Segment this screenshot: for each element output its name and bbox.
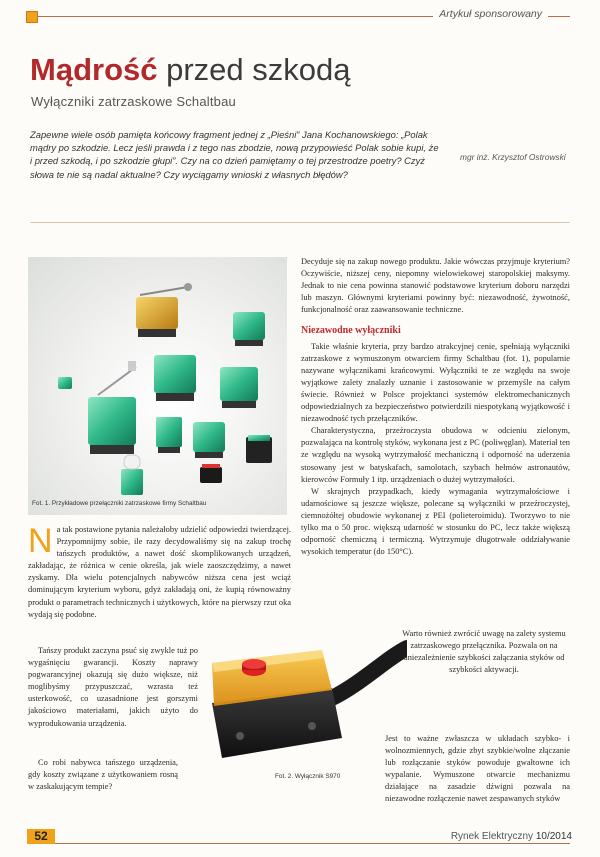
figure-caption-2: Fot. 2. Wyłącznik S970 — [275, 773, 341, 780]
section-label: Artykuł sponsorowany — [433, 8, 548, 20]
switch-s970-illustration — [212, 628, 407, 773]
paragraph: Decyduje się na zakup nowego produktu. Jakie wówczas przyjmuje kryterium? Oczywiście, niższej ceny, niepomny wielowiekowej staropolskiej maksymy. Jednak to nie cena powinna stanowić podstawowe kryterium doboru narzędzi lub maszyn. Głównymi kryteriami powinny być: niezawodność, żywotność, funkcjonalność oraz zaawansowanie techniczne. — [301, 257, 570, 315]
paragraph: Warto również zwrócić uwagę na zalety systemu zatrzaskowego przełącznika. Pozwala on na uniezależnienie szybkości załączania styków od szybkości aktywacji. — [402, 629, 566, 675]
orange-square-icon — [26, 11, 38, 23]
paragraph: Co robi nabywca tańszego urządzenia, gdy koszty związane z użytkowaniem rosną w zaskakującym tempie? — [28, 758, 178, 792]
paragraph-text: a tak postawione pytania należałoby udzielić odpowiedzi twierdzącej. Przypomnijmy sobie, ile razy decydowaliśmy się na zakup trochę tańszych produktów, a nawet dość skomplikowanych urządzeń, zakładając, że różnica w cenie określa, jak wiele zaoszczędzimy, a nawet zyskamy. Dla wielu potencjalnych nabywców niższa cena jest wciąż dominującym kryterium wyboru, gdyż zakładają oni, że kupią równoważny produkt o parametrach technicznych i użytkowych, które na pierwszy rzut oka wydają się podobne. — [28, 525, 291, 619]
magazine-issue: 10/2014 — [535, 831, 572, 842]
photo-switch-s970 — [212, 628, 407, 773]
divider — [30, 222, 570, 223]
body-column-left-narrow — [28, 645, 198, 730]
figure-caption-1: Fot. 1. Przykładowe przełączniki zatrzaskowe firmy Schaltbau — [32, 500, 207, 507]
article-subtitle: Wyłączniki zatrzaskowe Schaltbau — [31, 94, 236, 109]
page-number: 52 — [27, 829, 55, 844]
body-column-left — [28, 524, 291, 621]
body-column-right — [301, 256, 570, 558]
paragraph: Takie właśnie kryteria, przy bardzo atrakcyjnej cenie, spełniają wyłączniki zatrzaskowe z wymuszonym otwarciem firmy Schaltbau (fot. 1), popularnie nazywane wyłącznikami krańcowymi. Wyłączniki te ze względu na swoje wyjątkowe zalety znalazły uznanie i zastosowanie w przemyśle na całym świecie. Również w Polsce projektanci systemów elektromechanicznych odpowiedzialnych za bezpieczeństwo potwierdzili niespotykaną wyjątkowość i niezawodność tych przełączników. — [301, 341, 570, 424]
body-column-left-bottom — [28, 757, 178, 793]
magazine-name: Rynek Elektryczny — [450, 831, 534, 842]
article-title — [30, 52, 350, 88]
paragraph: Tańszy produkt zaczyna psuć się zwykle tuż po wygaśnięciu gwarancji. Koszty naprawy pogwarancyjnej okazują się dużo większe, niż moglibyśmy przypuszczać, wzrasta też usterkowość, co uzasadnione jest gorszymi jakościowo materiałami, jakich użyto do wyprodukowania urządzenia. — [28, 646, 198, 728]
footer-magazine — [451, 831, 572, 842]
article-author: mgr inż. Krzysztof Ostrowski — [460, 152, 566, 162]
paragraph: Jest to ważne zwłaszcza w układach szybko- i wolnozmiennych, gdzie zbyt szybkie/wolne złączanie lub rozłączanie styków powoduje gwałtowne ich wypalanie. Wymuszone otwarcie mechanizmu działające na zasadzie dźwigni pozwala na niezawodne rozłączenie nawet zespawanych styków — [385, 734, 570, 804]
paragraph: W skrajnych przypadkach, kiedy wymagania wytrzymałościowe i udarnościowe są jeszcze większe, polecane są wyłączniki w przeźroczystej, ciemnożółtej obudowie wykonanej z PEI (polieteroimidu). Tworzywo to nie tylko ma o 50 proc. większą udarność w stosunku do PC, lecz także większą odporność chemiczną i termiczną. Wytrzymuje długotrwałe oddziaływanie wysokich temperatur (do 150°C). — [301, 486, 570, 557]
article-lead: Zapewne wiele osób pamięta końcowy fragment jednej z „Pieśni” Jana Kochanowskiego: „Polak mądry po szkodzie. Lecz jeśli prawda i z tego nas zbodzie, nową przypowieść Polak sobie kupi, że i przed szkodą, i po szkodzie głupi”. Czy na co dzień pamiętamy o tej przestrodze poetry? Czyż słowa te nie są nadal aktualne? Czy wyciągamy wnioski z własnych błędów? — [30, 129, 439, 180]
footer-rule — [55, 843, 570, 844]
photo-switches-collection — [28, 257, 287, 515]
title-rest: przed szkodą — [157, 52, 351, 87]
paragraph-with-dropcap — [28, 524, 291, 621]
paragraph: Charakterystyczna, przeźroczysta obudowa w odcieniu zielonym, pozwalająca na kontrolę styków, wykonana jest z PC (poliwęglan). Materiał ten ze względu na wysoką wytrzymałość mechaniczną i odporność na uderzenia stosowany jest w batyskafach, samolotach, szybach hełmów astronautów, kierowców Formuły 1 itp. urządzeniach o dużej wytrzymałości. — [301, 426, 570, 484]
section-heading: Niezawodne wyłączniki — [301, 325, 401, 337]
body-column-right-bottom — [385, 733, 570, 806]
switches-illustration — [28, 257, 287, 515]
body-column-right-wrap — [398, 628, 570, 676]
dropcap: N — [28, 522, 53, 560]
title-highlight: Mądrość — [30, 52, 158, 87]
